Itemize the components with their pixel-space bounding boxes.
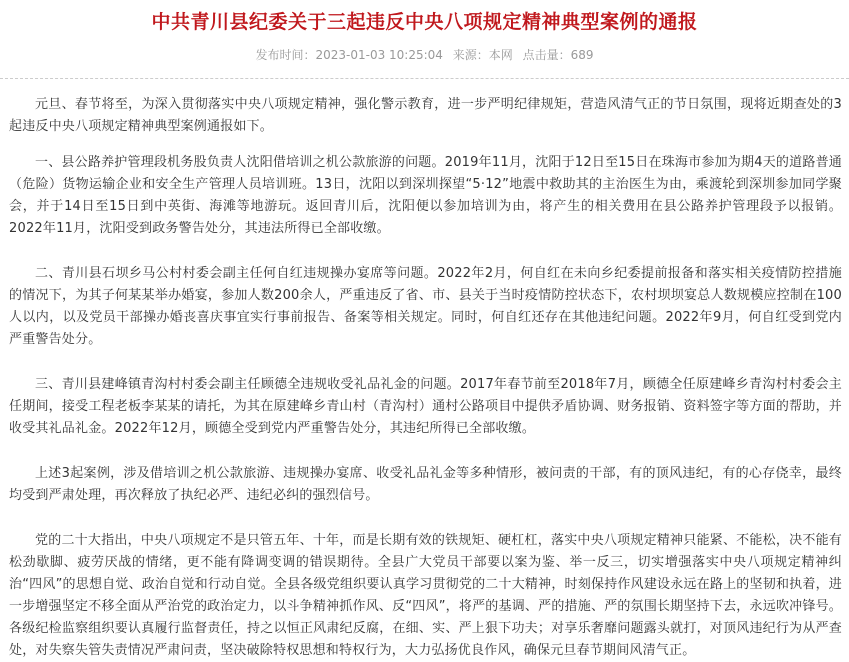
article-meta [0, 46, 849, 64]
article-body [9, 94, 842, 662]
view-count: 点击量：689 [522, 48, 594, 62]
paragraph-case-2: 二、青川县石坝乡马公村村委会副主任何自红违规操办宴席等问题。2022年2月，何自红在未向乡纪委提前报备和落实相关疫情防控措施的情况下，为其子何某某举办婚宴，参加人数200余人，严重违反了省、市、县关于当时疫情防控状态下，农村坝坝宴总人数规模应控制在100人以内，以及党员干部操办婚丧喜庆事宜实行事前报告、备案等相关规定。同时，何自红还存在其他违纪问题。2022年9月，何自红受到党内严重警告处分。 [9, 266, 842, 347]
paragraph-case-3: 三、青川县建峰镇青沟村村委会副主任顾德全违规收受礼品礼金的问题。2017年春节前至2018年7月，顾德全任原建峰乡青沟村村委会主任期间，接受工程老板李某某的请托，为其在原建峰乡青山村（青沟村）通村公路项目中提供矛盾协调、财务报销、资料签字等方面的帮助，并收受其礼品礼金。2022年12月，顾德全受到党内严重警告处分，其违纪所得已全部收缴。 [9, 377, 842, 436]
title-divider [0, 78, 849, 79]
paragraph-requirements: 党的二十大指出，中央八项规定不是只管五年、十年，而是长期有效的铁规矩、硬杠杠，落实中央八项规定精神只能紧、不能松，决不能有松劲歇脚、疲劳厌战的情绪，更不能有降调变调的错误期待。全县广大党员干部要以案为鉴、举一反三，切实增强落实中央八项规定精神纠治“四风”的思想自觉、政治自觉和行动自觉。全县各级党组织要认真学习贯彻党的二十大精神，时刻保持作风建设永远在路上的坚韧和执着，进一步增强坚定不移全面从严治党的政治定力，以斗争精神抓作风、反“四风”，将严的基调、严的措施、严的氛围长期坚持下去，永远吹冲锋号。各级纪检监察组织要认真履行监督责任，持之以恒正风肃纪反腐，在细、实、严上狠下功夫；对享乐奢靡问题露头就打，对顶风违纪行为从严查处，对失察失管失责情况严肃问责，坚决破除特权思想和特权行为，大力弘扬优良作风，确保元旦春节期间风清气正。 [9, 533, 842, 658]
paragraph-summary: 上述3起案例，涉及借培训之机公款旅游、违规操办宴席、收受礼品礼金等多种情形，被问责的干部，有的顶风违纪，有的心存侥幸，最终均受到严肃处理，再次释放了执纪必严、违纪必纠的强烈信号。 [9, 466, 842, 503]
article-title: 中共青川县纪委关于三起违反中央八项规定精神典型案例的通报 [151, 11, 698, 33]
publish-time: 发布时间：2023-01-03 10:25:04 [255, 48, 443, 62]
paragraph-case-1: 一、县公路养护管理段机务股负责人沈阳借培训之机公款旅游的问题。2019年11月，沈阳于12日至15日在珠海市参加为期4天的道路普通（危险）货物运输企业和安全生产管理人员培训班。13日，沈阳以到深圳探望“5·12”地震中救助其的主治医生为由，乘渡轮到深圳参加同学聚会，并于14日至15日到中英街、海滩等地游玩。返回青川后，沈阳便以参加培训为由，将产生的相关费用在县公路养护管理段予以报销。2022年11月，沈阳受到政务警告处分，其违法所得已全部收缴。 [9, 155, 842, 236]
paragraph-intro: 元旦、春节将至，为深入贯彻落实中央八项规定精神，强化警示教育，进一步严明纪律规矩，营造风清气正的节日氛围，现将近期查处的3起违反中央八项规定精神典型案例通报如下。 [9, 97, 842, 134]
article-source: 来源：本网 [452, 48, 513, 62]
